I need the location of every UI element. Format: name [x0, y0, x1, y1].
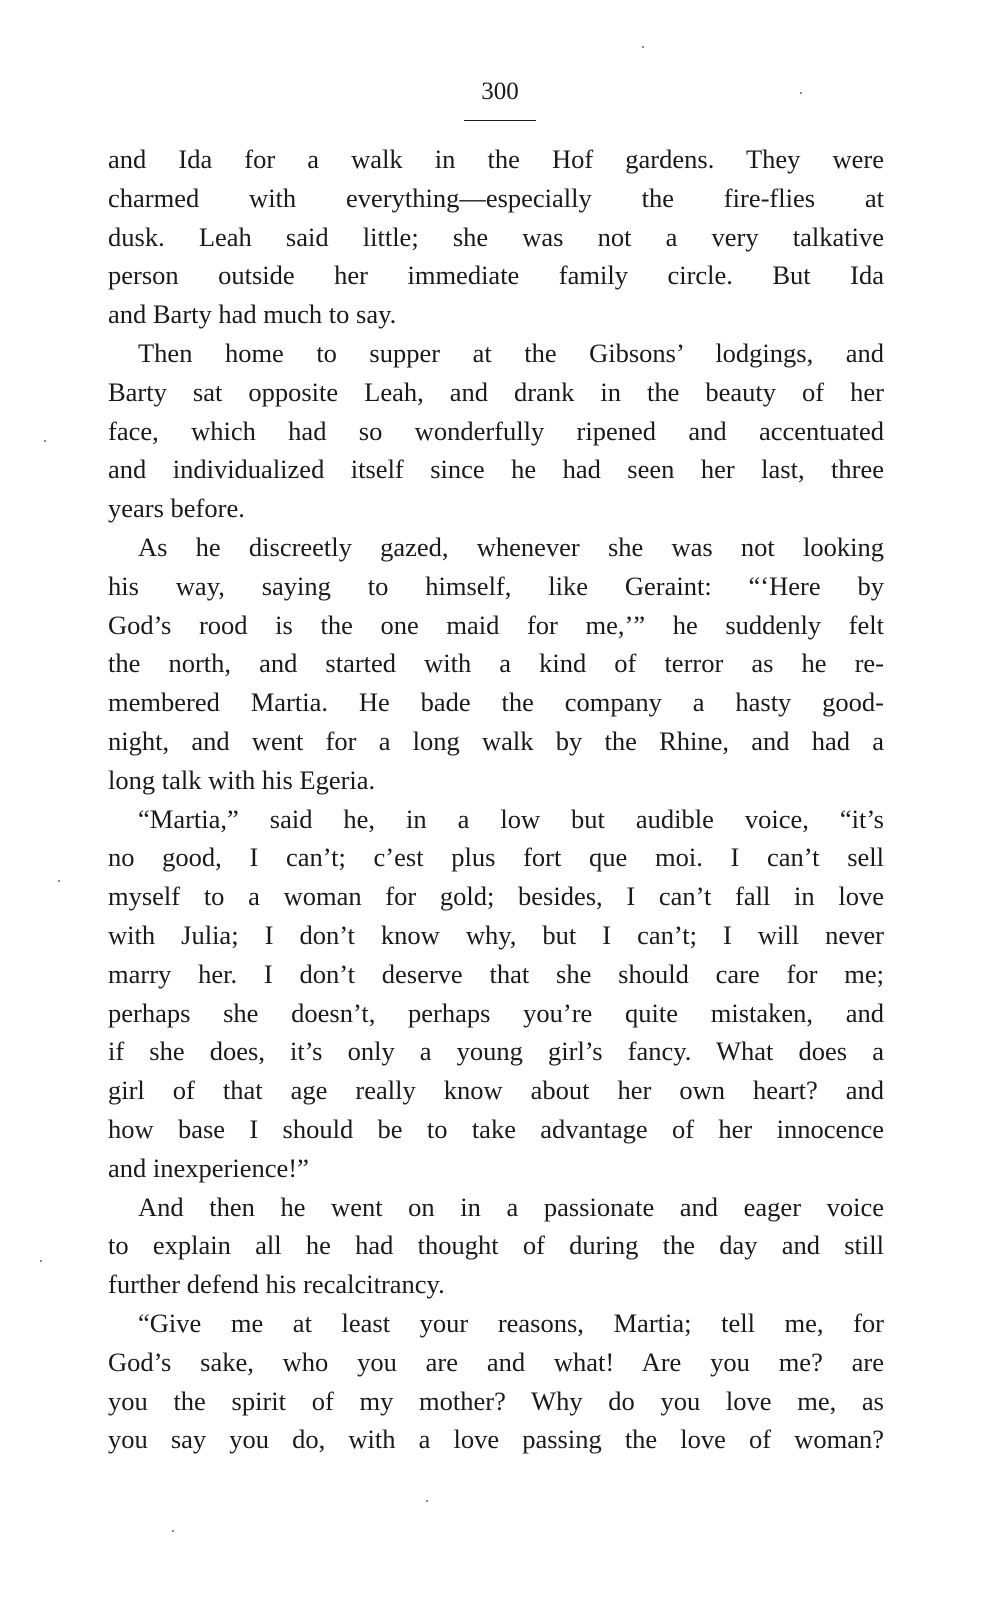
text-line: membered Martia. He bade the company a hasty good- — [108, 687, 884, 718]
text-line: you the spirit of my mother? Why do you love me, as — [108, 1385, 884, 1416]
text-line: if she does, it’s only a young girl’s fancy. What does a — [108, 1036, 884, 1067]
text-line: further defend his recalcitrancy. — [108, 1269, 445, 1300]
scan-speck — [800, 92, 802, 94]
text-line: face, which had so wonderfully ripened and accentuated — [108, 415, 884, 446]
text-line: to explain all he had thought of during the day and still — [108, 1230, 884, 1261]
text-line: how base I should be to take advantage of her innocence — [108, 1113, 884, 1144]
text-line: and inexperience!” — [108, 1152, 309, 1183]
text-line: night, and went for a long walk by the Rhine, and had a — [108, 725, 884, 756]
text-line: long talk with his Egeria. — [108, 764, 376, 795]
paragraph-start: As he discreetly gazed, whenever she was not looking — [138, 531, 884, 562]
text-line: marry her. I don’t deserve that she should care for me; — [108, 958, 884, 989]
header-rule — [464, 120, 536, 121]
text-line: no good, I can’t; c’est plus fort que moi. I can’t sell — [108, 842, 884, 873]
text-line: Barty sat opposite Leah, and drank in the beauty of her — [108, 376, 884, 407]
paragraph-start: Then home to supper at the Gibsons’ lodgings, and — [138, 337, 884, 368]
text-line: and individualized itself since he had seen her last, three — [108, 454, 884, 485]
paragraph-start: “Martia,” said he, in a low but audible voice, “it’s — [138, 803, 884, 834]
text-line: person outside her immediate family circle. But Ida — [108, 260, 884, 291]
paragraph-start: “Give me at least your reasons, Martia; tell me, for — [138, 1307, 884, 1338]
scan-speck — [40, 1260, 42, 1262]
text-line: and Barty had much to say. — [108, 299, 397, 330]
text-line: and Ida for a walk in the Hof gardens. They were — [108, 144, 884, 174]
text-line: perhaps she doesn’t, perhaps you’re quite mistaken, and — [108, 997, 884, 1028]
text-line: God’s sake, who you are and what! Are you me? are — [108, 1346, 884, 1377]
text-line: dusk. Leah said little; she was not a very talkative — [108, 221, 884, 252]
scan-speck — [172, 1530, 174, 1532]
paragraph-start: And then he went on in a passionate and eager voice — [138, 1191, 884, 1222]
body-text — [108, 140, 884, 1459]
text-line: God’s rood is the one maid for me,’” he suddenly felt — [108, 609, 884, 640]
text-line: his way, saying to himself, like Geraint: “‘Here by — [108, 570, 884, 601]
text-line: the north, and started with a kind of terror as he re- — [108, 648, 884, 679]
text-line: you say you do, with a love passing the love of woman? — [108, 1424, 884, 1455]
scan-speck — [58, 880, 60, 882]
scan-speck — [642, 46, 644, 48]
page-number: 300 — [481, 78, 519, 105]
text-line: charmed with everything—especially the fire-flies at — [108, 182, 884, 213]
text-line: girl of that age really know about her own heart? and — [108, 1075, 884, 1106]
scan-speck — [44, 440, 46, 442]
text-line: myself to a woman for gold; besides, I can’t fall in love — [108, 881, 884, 912]
text-line: with Julia; I don’t know why, but I can’t; I will never — [108, 919, 884, 950]
scan-speck — [426, 1500, 428, 1502]
text-line: years before. — [108, 493, 245, 524]
